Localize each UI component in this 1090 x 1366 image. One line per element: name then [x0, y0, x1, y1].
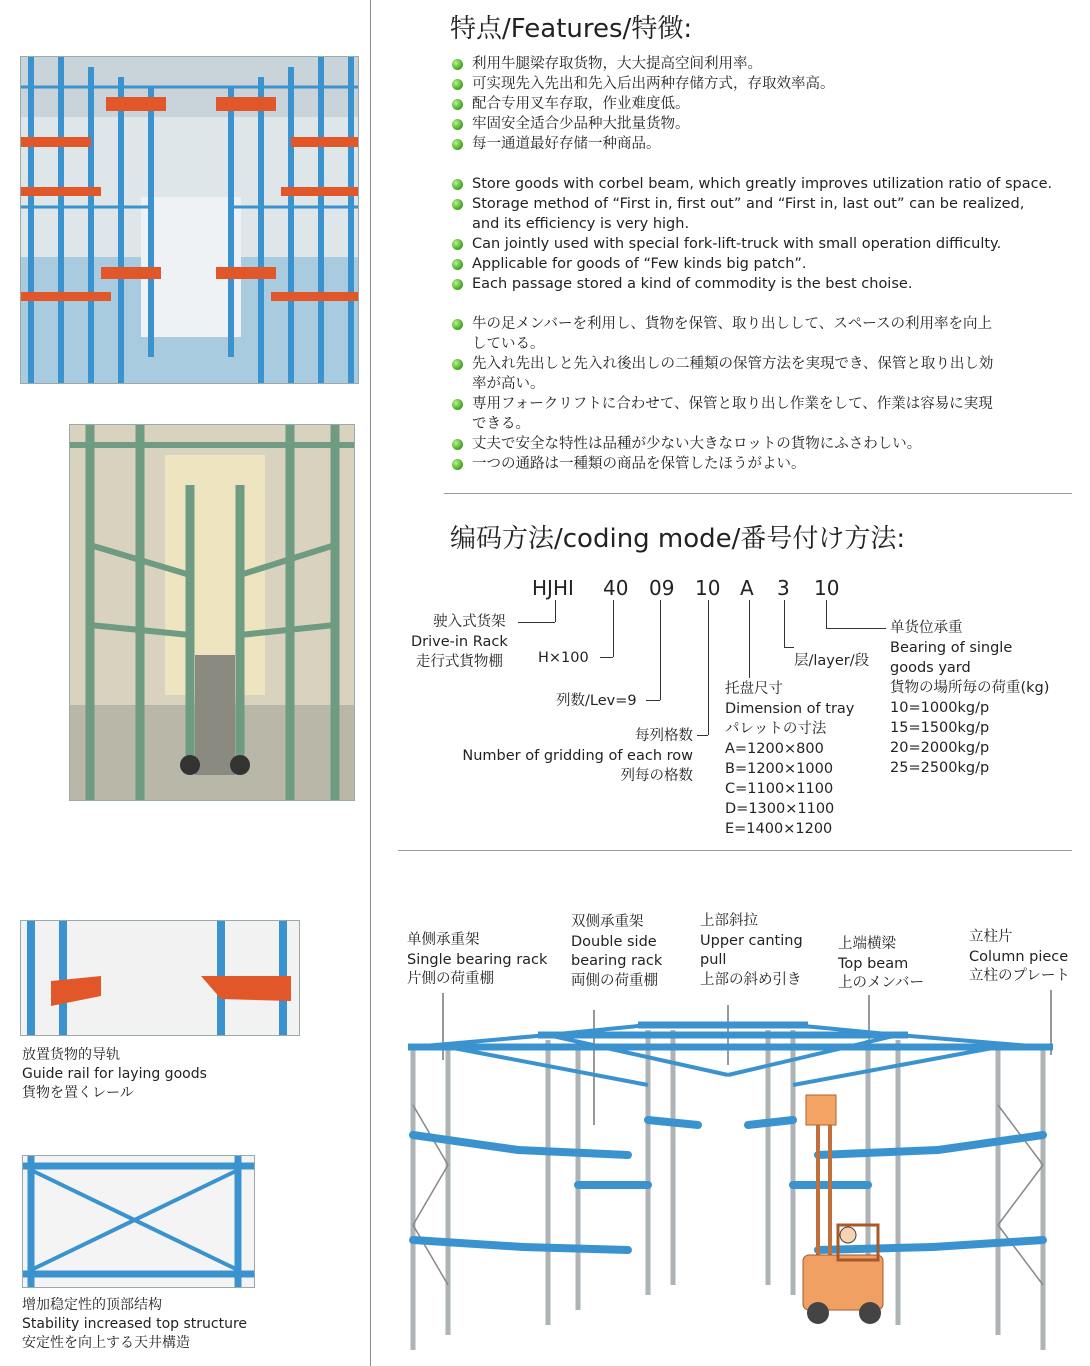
feature-cn-item: 配合专用叉车存取，作业难度低。: [452, 94, 835, 114]
feature-jp-item: 一つの通路は一種類の商品を保管したほうがよい。: [452, 454, 993, 474]
feature-en-item: Can jointly used with special fork-lift-truck with small operation difficulty.: [452, 234, 1052, 254]
connector-line: [646, 700, 660, 701]
bullet-icon: [452, 459, 463, 470]
features-list-jp: [452, 314, 993, 474]
code-gridding: 10: [695, 576, 721, 600]
bullet-icon: [452, 359, 463, 370]
connector-line: [518, 622, 555, 623]
feature-jp-item: 先入れ先出しと先入れ後出しの二種類の保管方法を実現でき、保管と取り出し効 率が高い。: [452, 354, 993, 394]
feature-cn-item: 牢固安全适合少品种大批量货物。: [452, 114, 835, 134]
connector-line: [749, 600, 750, 678]
connector-line: [826, 600, 827, 628]
code-layer: 3: [777, 576, 790, 600]
features-list-cn: [452, 54, 835, 154]
features-list-en: [452, 174, 1052, 294]
top-structure-caption: 增加稳定性的顶部结构 Stability increased top structure 安定性を向上する天井構造: [22, 1297, 248, 1351]
connector-line: [613, 600, 614, 657]
feature-en-item: Store goods with corbel beam, which greatly improves utilization ratio of space.: [452, 174, 1052, 194]
feature-en-item: Applicable for goods of “Few kinds big patch”.: [452, 254, 1052, 274]
features-title: 特点/Features/特徴:: [450, 14, 693, 44]
double-side-rack-label: 双侧承重架 Double side bearing rack 両側の荷重棚: [571, 914, 663, 989]
section-divider: [398, 850, 1072, 851]
columns-label: 列数/Lev=9: [556, 693, 637, 709]
feature-jp-item: 丈夫で安全な特性は品種が少ない大きなロットの貨物にふさわしい。: [452, 434, 993, 454]
connector-line: [784, 600, 785, 647]
connector-line: [708, 600, 709, 735]
code-tray: A: [740, 576, 754, 600]
feature-jp-item: 牛の足メンバーを利用し、貨物を保管、取り出しして、スペースの利用率を向上 している。: [452, 314, 993, 354]
connector-line: [784, 647, 794, 648]
single-bearing-rack-label: 单侧承重架 Single bearing rack 片側の荷重棚: [407, 932, 548, 987]
gridding-label: 每列格数 Number of gridding of each row 列每の格数: [462, 728, 693, 784]
column-divider: [370, 0, 371, 1366]
guide-rail-caption: 放置货物的导轨 Guide rail for laying goods 貨物を置くレール: [22, 1047, 207, 1101]
feature-en-item: Storage method of “First in, first out” and “First in, last out” can be realized, and its efficiency is very high.: [452, 194, 1052, 234]
connector-line: [555, 600, 556, 622]
bullet-icon: [452, 319, 463, 330]
layer-label: 层/layer/段: [794, 653, 870, 669]
bullet-icon: [452, 179, 463, 190]
connector-line: [826, 628, 886, 629]
top-structure-photo: [22, 1155, 255, 1288]
feature-en-item: Each passage stored a kind of commodity is the best choise.: [452, 274, 1052, 294]
coding-title: 编码方法/coding mode/番号付け方法:: [450, 524, 906, 554]
bullet-icon: [452, 79, 463, 90]
bullet-icon: [452, 259, 463, 270]
feature-cn-item: 每一通道最好存储一种商品。: [452, 134, 835, 154]
bullet-icon: [452, 199, 463, 210]
feature-jp-item: 専用フォークリフトに合わせて、保管と取り出し作業をして、作業は容易に実現 できる。: [452, 394, 993, 434]
code-series: HJHI: [532, 576, 574, 600]
bullet-icon: [452, 99, 463, 110]
feature-cn-item: 可实现先入先出和先入后出两种存储方式，存取效率高。: [452, 74, 835, 94]
bullet-icon: [452, 139, 463, 150]
top-beam-label: 上端横梁 Top beam 上のメンバー: [838, 936, 924, 991]
bullet-icon: [452, 279, 463, 290]
bearing-label: 单货位承重 Bearing of single goods yard 貨物の場所毎の荷重(kg) 10=1000kg/p 15=1500kg/p 20=2000kg/p 25=2500kg/p: [890, 620, 1050, 776]
rack-type-label: 驶入式货架 Drive-in Rack 走行式貨物棚: [411, 614, 508, 670]
code-bearing: 10: [814, 576, 840, 600]
bullet-icon: [452, 399, 463, 410]
connector-line: [660, 600, 661, 700]
column-piece-label: 立柱片 Column piece 立柱のプレート: [969, 929, 1070, 984]
bullet-icon: [452, 119, 463, 130]
upper-canting-pull-label: 上部斜拉 Upper canting pull 上部の斜め引き: [700, 913, 803, 988]
bullet-icon: [452, 239, 463, 250]
feature-cn-item: 利用牛腿梁存取货物，大大提高空间利用率。: [452, 54, 835, 74]
connector-line: [697, 735, 708, 736]
code-columns: 09: [649, 576, 675, 600]
code-height: 40: [603, 576, 629, 600]
height-label: H×100: [538, 650, 589, 666]
drive-in-rack-diagram: [398, 985, 1068, 1360]
bullet-icon: [452, 439, 463, 450]
tray-dimension-label: 托盘尺寸 Dimension of tray パレットの寸法 A=1200×800 B=1200×1000 C=1100×1100 D=1300×1100 E=1400×1200: [725, 681, 855, 837]
guide-rail-photo: [20, 920, 300, 1036]
section-divider: [444, 493, 1072, 494]
rack-photo-warehouse: [20, 56, 359, 384]
rack-photo-forklift: [69, 424, 355, 801]
connector-line: [600, 657, 613, 658]
bullet-icon: [452, 59, 463, 70]
